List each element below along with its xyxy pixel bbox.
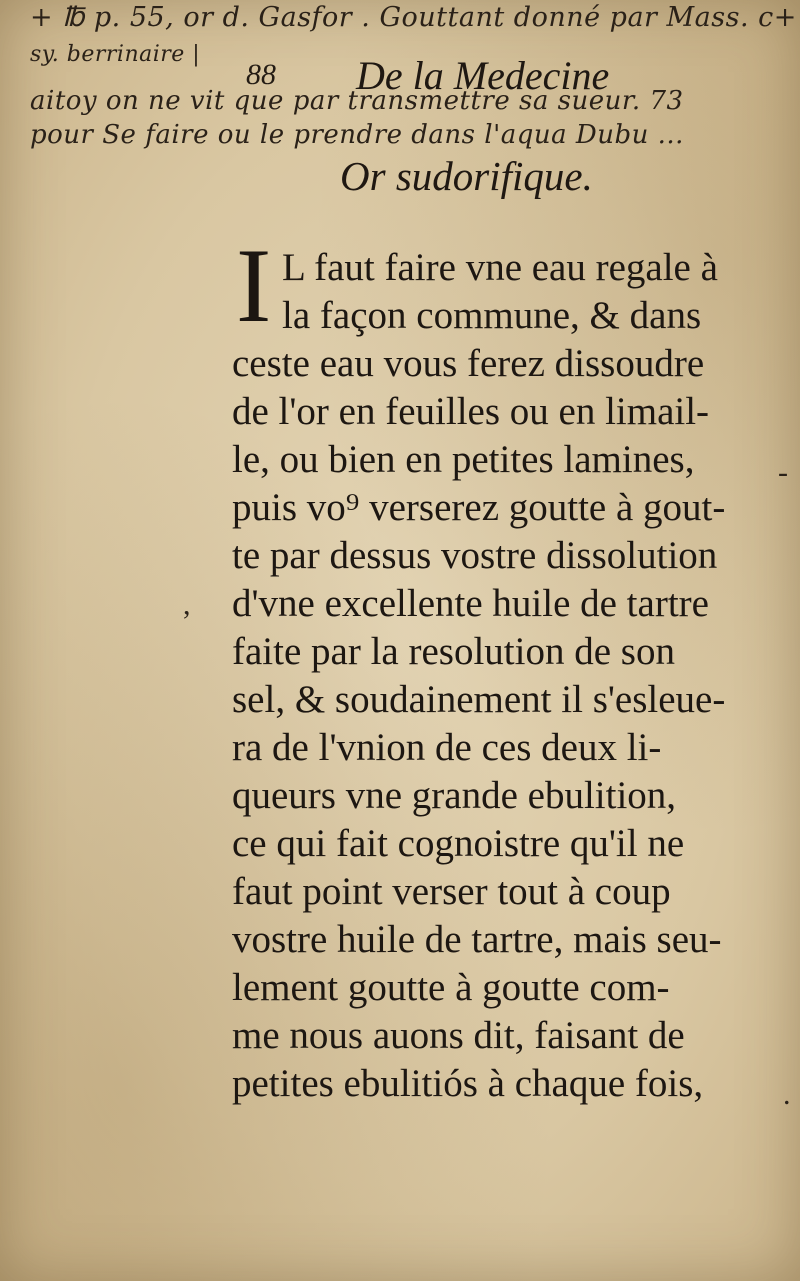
- drop-cap: I: [236, 227, 272, 344]
- handwritten-note-line-4: pour Se faire ou le prendre dans l'aqua Dubu ...: [30, 120, 684, 150]
- handwritten-note-line-3: aitoy on ne vit que par transmettre sa sueur. 73: [30, 86, 684, 116]
- text-line-2: la façon commune, & dans: [282, 294, 702, 337]
- margin-mark-right-upper: -: [778, 456, 788, 489]
- running-head: De la Medecine: [356, 53, 610, 98]
- text-line-16: lement goutte à goutte com-: [232, 966, 670, 1009]
- margin-mark-left: ,: [183, 588, 191, 621]
- text-line-8: d'vne excellente huile de tartre: [232, 582, 709, 625]
- text-line-13: ce qui fait cognoistre qu'il ne: [232, 822, 685, 865]
- margin-mark-right-lower: .: [783, 1078, 791, 1111]
- text-line-3: ceste eau vous ferez dissoudre: [232, 342, 705, 385]
- text-line-5: le, ou bien en petites lamines,: [232, 438, 695, 481]
- text-line-7: te par dessus vostre dissolution: [232, 534, 718, 577]
- text-line-1: L faut faire vne eau regale à: [282, 246, 718, 289]
- chapter-title: Or sudorifique.: [340, 153, 593, 199]
- text-line-15: vostre huile de tartre, mais seu-: [232, 918, 722, 961]
- text-line-17: me nous auons dit, faisant de: [232, 1014, 685, 1057]
- text-line-18: petites ebulitiós à chaque fois,: [232, 1062, 704, 1105]
- body-text: [232, 244, 772, 1108]
- text-line-4: de l'or en feuilles ou en limail-: [232, 390, 710, 433]
- handwritten-note-line-2: sy. berrinaire |: [30, 42, 201, 67]
- text-line-10: sel, & soudainement il s'esleue-: [232, 678, 726, 721]
- text-line-11: ra de l'vnion de ces deux li-: [232, 726, 662, 769]
- text-line-14: faut point verser tout à coup: [232, 870, 671, 913]
- text-line-12: queurs vne grande ebulition,: [232, 774, 677, 817]
- page-number: 88: [246, 58, 276, 91]
- text-line-6: puis vo⁹ verserez goutte à gout-: [232, 486, 726, 529]
- handwritten-note-line-1: + ℔ p. 55, or d. Gasfor . Gouttant donné par Mass. c+: [30, 2, 797, 33]
- text-line-9: faite par la resolution de son: [232, 630, 675, 673]
